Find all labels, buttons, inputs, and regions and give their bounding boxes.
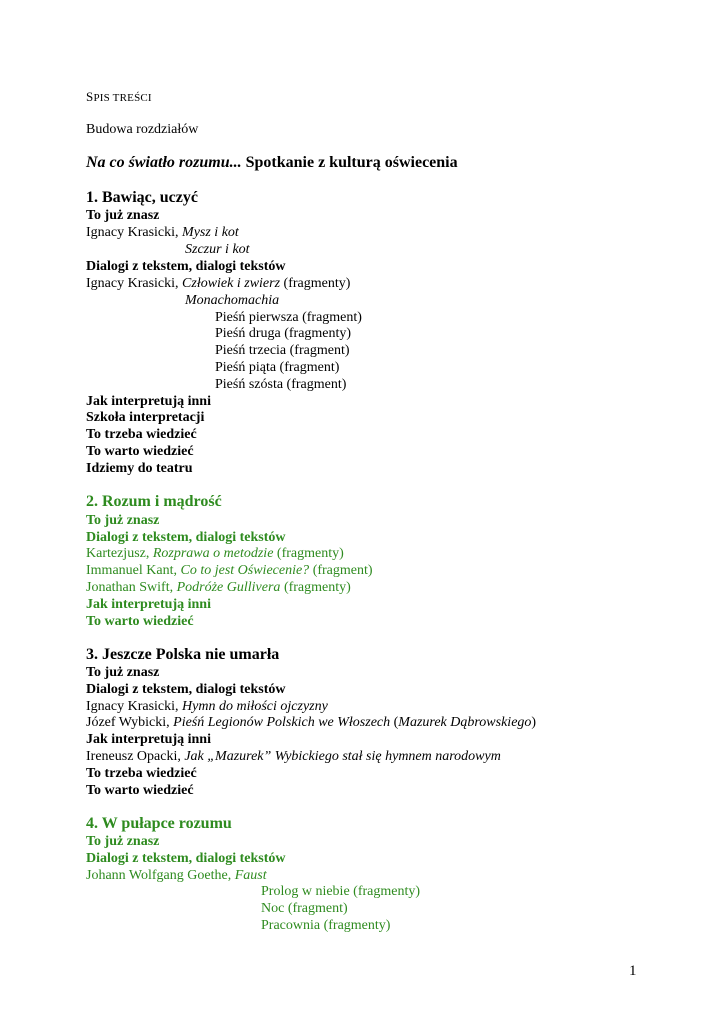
s1-song: Pieśń szósta (fragment) [215, 377, 347, 392]
s1-entry-1: Ignacy Krasicki, Mysz i kot [86, 225, 239, 240]
toc-title: SPIS TREŚCI [86, 89, 152, 104]
s2-entry-2: Immanuel Kant, Co to jest Oświecenie? (fragment) [86, 563, 373, 578]
s2-entry-3: Jonathan Swift, Podróże Gullivera (fragmenty) [86, 580, 351, 595]
s1-song: Pieśń piąta (fragment) [215, 360, 340, 375]
page-number: 1 [629, 963, 637, 979]
s3-entry-1: Ignacy Krasicki, Hymn do miłości ojczyzny [86, 699, 328, 714]
s2-jak-interpretuja: Jak interpretują inni [86, 597, 211, 612]
s1-song: Pieśń druga (fragmenty) [215, 326, 352, 341]
part-title: Na co światło rozumu... Spotkanie z kulturą oświecenia [86, 154, 458, 171]
s2-warto: To warto wiedzieć [86, 614, 194, 629]
budowa-rozdzialow: Budowa rozdziałów [86, 122, 199, 137]
s4-dialogi: Dialogi z tekstem, dialogi tekstów [86, 851, 286, 866]
s1-entry-4: Monachomachia [185, 293, 280, 308]
s1-szkola: Szkoła interpretacji [86, 410, 205, 425]
s2-entry-1: Kartezjusz, Rozprawa o metodzie (fragmenty) [86, 546, 344, 561]
s1-song: Pieśń trzecia (fragment) [215, 343, 350, 358]
s3-entry-2: Józef Wybicki, Pieśń Legionów Polskich we Włoszech (Mazurek Dąbrowskiego) [86, 715, 537, 730]
section-3-title: 3. Jeszcze Polska nie umarła [86, 646, 280, 663]
s1-to-juz-znasz: To już znasz [86, 208, 160, 223]
s1-warto: To warto wiedzieć [86, 444, 194, 459]
section-4-title: 4. W pułapce rozumu [86, 815, 232, 832]
s1-trzeba: To trzeba wiedzieć [86, 427, 197, 442]
s3-to-juz-znasz: To już znasz [86, 665, 160, 680]
s2-dialogi: Dialogi z tekstem, dialogi tekstów [86, 530, 286, 545]
s1-song: Pieśń pierwsza (fragment) [215, 310, 362, 325]
s1-teatr: Idziemy do teatru [86, 461, 193, 476]
s1-dialogi: Dialogi z tekstem, dialogi tekstów [86, 259, 286, 274]
s4-to-juz-znasz: To już znasz [86, 834, 160, 849]
s1-jak-interpretuja: Jak interpretują inni [86, 394, 211, 409]
section-1-title: 1. Bawiąc, uczyć [86, 189, 198, 206]
s4-part: Prolog w niebie (fragmenty) [261, 884, 421, 899]
section-2-title: 2. Rozum i mądrość [86, 493, 222, 510]
s4-part: Noc (fragment) [261, 901, 348, 916]
s4-part: Pracownia (fragmenty) [261, 918, 391, 933]
s1-entry-2: Szczur i kot [185, 242, 250, 257]
s3-entry-3: Ireneusz Opacki, Jak „Mazurek” Wybickiego stał się hymnem narodowym [86, 749, 501, 764]
s3-warto: To warto wiedzieć [86, 783, 194, 798]
s1-entry-3: Ignacy Krasicki, Człowiek i zwierz (fragmenty) [86, 276, 351, 291]
s4-entry-1: Johann Wolfgang Goethe, Faust [86, 868, 267, 883]
s3-dialogi: Dialogi z tekstem, dialogi tekstów [86, 682, 286, 697]
s2-to-juz-znasz: To już znasz [86, 513, 160, 528]
s3-jak-interpretuja: Jak interpretują inni [86, 732, 211, 747]
s3-trzeba: To trzeba wiedzieć [86, 766, 197, 781]
